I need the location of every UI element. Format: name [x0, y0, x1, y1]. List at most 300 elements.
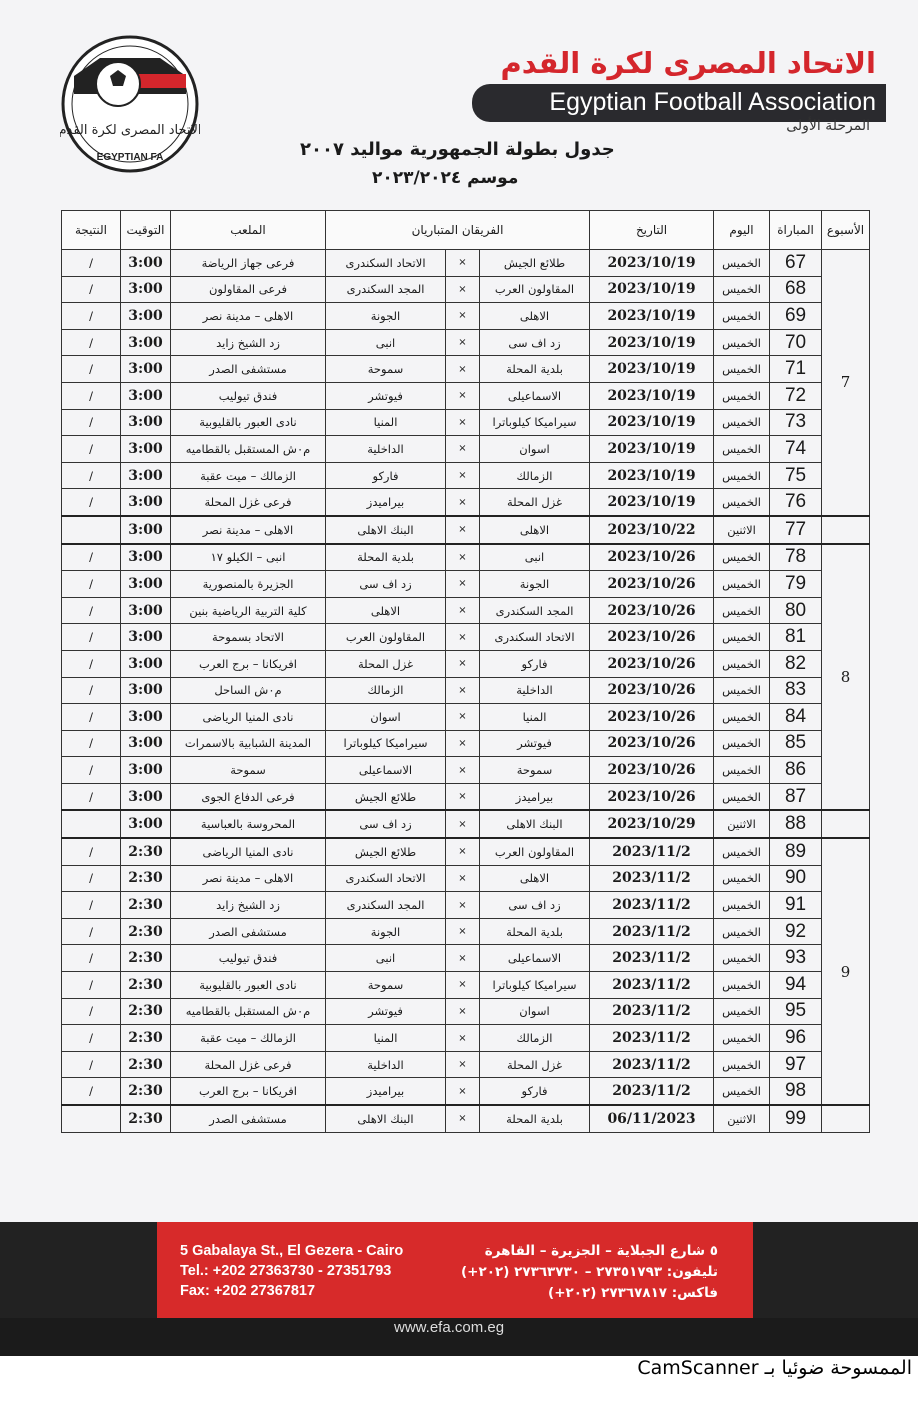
table-row: [62, 972, 870, 999]
cell-team-home: البنك الاهلى: [480, 810, 590, 838]
table-row: [62, 677, 870, 704]
cell-team-away: المجد السكندرى: [326, 892, 446, 919]
cell-date: 2023/10/26: [590, 730, 714, 757]
cell-day: الخميس: [714, 276, 770, 303]
cell-vs: ×: [446, 783, 480, 810]
table-row: [62, 544, 870, 571]
cell-time: 2:30: [121, 838, 171, 865]
cell-date: 2023/10/26: [590, 783, 714, 810]
table-row: [62, 650, 870, 677]
cell-match-number: 74: [770, 436, 822, 463]
logo-text-ar: الاتحاد المصرى لكرة القدم: [60, 123, 200, 138]
phase-label: المرحلة الأولى: [786, 118, 870, 134]
footer-website: www.efa.com.eg: [394, 1319, 505, 1336]
cell-match-number: 94: [770, 972, 822, 999]
cell-match-number: 97: [770, 1051, 822, 1078]
cell-vs: ×: [446, 303, 480, 330]
cell-vs: ×: [446, 329, 480, 356]
cell-result: /: [62, 972, 121, 999]
cell-vs: ×: [446, 677, 480, 704]
cell-time: 3:00: [121, 624, 171, 651]
cell-stadium: زد الشيخ زايد: [171, 892, 326, 919]
cell-stadium: نادى العبور بالقليوبية: [171, 972, 326, 999]
cell-time: 3:00: [121, 730, 171, 757]
cell-day: الخميس: [714, 571, 770, 598]
cell-vs: ×: [446, 516, 480, 544]
table-row: [62, 516, 870, 544]
table-row: [62, 1078, 870, 1105]
cell-result: /: [62, 838, 121, 865]
cell-stadium: الاهلى – مدينة نصر: [171, 516, 326, 544]
cell-team-home: الاهلى: [480, 865, 590, 892]
cell-team-home: فاركو: [480, 650, 590, 677]
cell-result: /: [62, 677, 121, 704]
cell-team-away: الداخلية: [326, 436, 446, 463]
cell-match-number: 67: [770, 250, 822, 277]
cell-match-number: 95: [770, 998, 822, 1025]
cell-team-away: سموحة: [326, 972, 446, 999]
cell-team-away: انبى: [326, 945, 446, 972]
cell-date: 2023/11/2: [590, 1051, 714, 1078]
cell-result: /: [62, 409, 121, 436]
cell-day: الخميس: [714, 650, 770, 677]
cell-stadium: نادى العبور بالقليوبية: [171, 409, 326, 436]
cell-match-number: 96: [770, 1025, 822, 1052]
cell-stadium: نادى المنيا الرياضى: [171, 838, 326, 865]
cell-week: [822, 516, 870, 544]
cell-vs: ×: [446, 945, 480, 972]
cell-time: 3:00: [121, 757, 171, 784]
schedule-table: [61, 210, 870, 1133]
cell-date: 2023/10/26: [590, 571, 714, 598]
cell-team-home: سيراميكا كيلوباترا: [480, 972, 590, 999]
table-row: [62, 489, 870, 516]
cell-match-number: 73: [770, 409, 822, 436]
cell-result: /: [62, 945, 121, 972]
cell-date: 2023/10/26: [590, 544, 714, 571]
col-match: المباراة: [770, 211, 822, 250]
cell-result: /: [62, 1025, 121, 1052]
table-row: [62, 810, 870, 838]
table-row: [62, 436, 870, 463]
cell-stadium: كلية التربية الرياضية بنين: [171, 597, 326, 624]
cell-vs: ×: [446, 544, 480, 571]
cell-date: 2023/10/19: [590, 250, 714, 277]
cell-result: /: [62, 571, 121, 598]
table-row: [62, 783, 870, 810]
cell-match-number: 93: [770, 945, 822, 972]
cell-date: 2023/10/29: [590, 810, 714, 838]
cell-time: 2:30: [121, 1105, 171, 1132]
table-row: [62, 409, 870, 436]
schedule-body: [62, 250, 870, 1133]
table-row: [62, 462, 870, 489]
cell-vs: ×: [446, 972, 480, 999]
cell-team-home: زد اف سى: [480, 892, 590, 919]
cell-day: الخميس: [714, 1051, 770, 1078]
cell-date: 2023/10/26: [590, 677, 714, 704]
cell-date: 2023/11/2: [590, 865, 714, 892]
cell-vs: ×: [446, 865, 480, 892]
footer-fax-en: Fax: +202 27367817: [180, 1283, 316, 1299]
cell-result: /: [62, 704, 121, 731]
cell-vs: ×: [446, 998, 480, 1025]
cell-result: [62, 516, 121, 544]
cell-match-number: 76: [770, 489, 822, 516]
camscanner-note: الممسوحة ضوئيا بـ CamScanner: [637, 1357, 912, 1379]
cell-match-number: 77: [770, 516, 822, 544]
cell-week: [822, 810, 870, 838]
cell-team-home: الجونة: [480, 571, 590, 598]
cell-time: 3:00: [121, 382, 171, 409]
cell-team-away: الاهلى: [326, 597, 446, 624]
cell-time: 3:00: [121, 276, 171, 303]
table-row: [62, 945, 870, 972]
cell-vs: ×: [446, 650, 480, 677]
cell-team-home: زد اف سى: [480, 329, 590, 356]
cell-result: /: [62, 865, 121, 892]
cell-stadium: افريكانا – برج العرب: [171, 650, 326, 677]
cell-team-home: فيوتشر: [480, 730, 590, 757]
cell-team-home: فاركو: [480, 1078, 590, 1105]
cell-date: 06/11/2023: [590, 1105, 714, 1132]
cell-time: 3:00: [121, 329, 171, 356]
cell-team-away: بلدية المحلة: [326, 544, 446, 571]
cell-time: 2:30: [121, 865, 171, 892]
cell-day: الاثنين: [714, 1105, 770, 1132]
cell-team-home: سموحة: [480, 757, 590, 784]
cell-stadium: فرعى الدفاع الجوى: [171, 783, 326, 810]
efa-logo: [60, 34, 200, 174]
cell-team-away: المنيا: [326, 409, 446, 436]
cell-team-away: الاتحاد السكندرى: [326, 865, 446, 892]
cell-match-number: 86: [770, 757, 822, 784]
cell-match-number: 69: [770, 303, 822, 330]
footer-address-en: 5 Gabalaya St., El Gezera - Cairo: [180, 1243, 404, 1259]
cell-vs: ×: [446, 918, 480, 945]
cell-stadium: الزمالك – ميت عقبة: [171, 1025, 326, 1052]
cell-match-number: 75: [770, 462, 822, 489]
cell-result: /: [62, 1051, 121, 1078]
cell-time: 2:30: [121, 1078, 171, 1105]
table-row: [62, 382, 870, 409]
cell-time: 2:30: [121, 918, 171, 945]
cell-day: الخميس: [714, 356, 770, 383]
cell-date: 2023/10/22: [590, 516, 714, 544]
cell-time: 2:30: [121, 892, 171, 919]
table-row: [62, 356, 870, 383]
col-result: النتيجة: [62, 211, 121, 250]
cell-vs: ×: [446, 624, 480, 651]
table-row: [62, 757, 870, 784]
cell-team-away: الداخلية: [326, 1051, 446, 1078]
title-english: Egyptian Football Association: [549, 88, 876, 116]
footer-dark-left: [0, 1222, 157, 1318]
cell-vs: ×: [446, 1105, 480, 1132]
cell-vs: ×: [446, 757, 480, 784]
cell-stadium: م٠ش المستقبل بالقطاميه: [171, 998, 326, 1025]
cell-time: 3:00: [121, 462, 171, 489]
cell-match-number: 88: [770, 810, 822, 838]
cell-match-number: 72: [770, 382, 822, 409]
table-row: [62, 1051, 870, 1078]
table-row: [62, 624, 870, 651]
cell-team-home: طلائع الجيش: [480, 250, 590, 277]
cell-result: /: [62, 730, 121, 757]
cell-date: 2023/10/19: [590, 436, 714, 463]
cell-team-home: غزل المحلة: [480, 489, 590, 516]
cell-team-away: بيراميدز: [326, 1078, 446, 1105]
cell-vs: ×: [446, 704, 480, 731]
cell-date: 2023/10/19: [590, 489, 714, 516]
cell-team-home: الاسماعيلى: [480, 382, 590, 409]
cell-date: 2023/10/19: [590, 409, 714, 436]
table-row: [62, 250, 870, 277]
cell-team-away: المجد السكندرى: [326, 276, 446, 303]
cell-day: الخميس: [714, 677, 770, 704]
cell-match-number: 80: [770, 597, 822, 624]
footer-address-ar: ٥ شارع الجبلاية – الجزيرة – القاهرة: [484, 1243, 718, 1259]
cell-stadium: مستشفى الصدر: [171, 1105, 326, 1132]
cell-date: 2023/11/2: [590, 998, 714, 1025]
cell-day: الاثنين: [714, 516, 770, 544]
cell-team-away: فيوتشر: [326, 382, 446, 409]
cell-date: 2023/11/2: [590, 838, 714, 865]
cell-time: 3:00: [121, 810, 171, 838]
cell-time: 3:00: [121, 489, 171, 516]
cell-stadium: سموحة: [171, 757, 326, 784]
cell-vs: ×: [446, 409, 480, 436]
cell-team-home: اسوان: [480, 436, 590, 463]
cell-day: الخميس: [714, 838, 770, 865]
cell-team-home: انبى: [480, 544, 590, 571]
schedule-subtitle: جدول بطولة الجمهورية مواليد ٢٠٠٧: [300, 139, 615, 160]
cell-stadium: الاهلى – مدينة نصر: [171, 865, 326, 892]
cell-team-home: بيراميدز: [480, 783, 590, 810]
cell-result: /: [62, 382, 121, 409]
cell-day: الخميس: [714, 730, 770, 757]
cell-team-away: فاركو: [326, 462, 446, 489]
cell-result: /: [62, 489, 121, 516]
cell-date: 2023/11/2: [590, 892, 714, 919]
cell-stadium: افريكانا – برج العرب: [171, 1078, 326, 1105]
cell-stadium: الجزيرة بالمنصورية: [171, 571, 326, 598]
cell-match-number: 81: [770, 624, 822, 651]
cell-week: 7: [822, 250, 870, 516]
cell-day: الخميس: [714, 945, 770, 972]
cell-day: الخميس: [714, 865, 770, 892]
cell-vs: ×: [446, 1025, 480, 1052]
cell-vs: ×: [446, 810, 480, 838]
cell-team-home: المقاولون العرب: [480, 276, 590, 303]
cell-team-home: المنيا: [480, 704, 590, 731]
footer-dark-right: [753, 1222, 918, 1318]
cell-result: [62, 1105, 121, 1132]
cell-day: الخميس: [714, 462, 770, 489]
table-row: [62, 597, 870, 624]
cell-team-away: طلائع الجيش: [326, 838, 446, 865]
cell-result: /: [62, 356, 121, 383]
cell-time: 3:00: [121, 516, 171, 544]
cell-stadium: فندق تيوليب: [171, 945, 326, 972]
table-row: [62, 730, 870, 757]
cell-match-number: 79: [770, 571, 822, 598]
cell-week: [822, 1105, 870, 1132]
cell-team-away: الزمالك: [326, 677, 446, 704]
cell-team-away: الجونة: [326, 303, 446, 330]
cell-date: 2023/10/26: [590, 650, 714, 677]
cell-day: الخميس: [714, 382, 770, 409]
cell-team-home: سيراميكا كيلوباترا: [480, 409, 590, 436]
cell-date: 2023/10/19: [590, 329, 714, 356]
cell-match-number: 85: [770, 730, 822, 757]
table-row: [62, 892, 870, 919]
col-teams: الفريقان المتباريان: [326, 211, 590, 250]
cell-stadium: فندق تيوليب: [171, 382, 326, 409]
cell-team-home: الاتحاد السكندرى: [480, 624, 590, 651]
cell-date: 2023/11/2: [590, 972, 714, 999]
cell-date: 2023/10/26: [590, 757, 714, 784]
cell-team-home: الاهلى: [480, 516, 590, 544]
cell-result: /: [62, 783, 121, 810]
cell-result: /: [62, 544, 121, 571]
cell-team-home: المجد السكندرى: [480, 597, 590, 624]
cell-stadium: مستشفى الصدر: [171, 356, 326, 383]
cell-day: الخميس: [714, 998, 770, 1025]
cell-vs: ×: [446, 462, 480, 489]
cell-time: 3:00: [121, 650, 171, 677]
cell-time: 3:00: [121, 409, 171, 436]
cell-result: /: [62, 892, 121, 919]
cell-date: 2023/10/19: [590, 382, 714, 409]
cell-date: 2023/10/19: [590, 356, 714, 383]
cell-date: 2023/10/19: [590, 276, 714, 303]
cell-team-home: الاهلى: [480, 303, 590, 330]
table-row: [62, 838, 870, 865]
cell-date: 2023/10/26: [590, 597, 714, 624]
cell-vs: ×: [446, 436, 480, 463]
cell-team-away: اسوان: [326, 704, 446, 731]
cell-day: الخميس: [714, 918, 770, 945]
logo-text-en: EGYPTIAN FA: [96, 152, 164, 163]
cell-day: الخميس: [714, 489, 770, 516]
cell-team-home: الاسماعيلى: [480, 945, 590, 972]
cell-vs: ×: [446, 276, 480, 303]
cell-match-number: 71: [770, 356, 822, 383]
cell-match-number: 87: [770, 783, 822, 810]
cell-team-away: المنيا: [326, 1025, 446, 1052]
table-row: [62, 865, 870, 892]
cell-team-away: الاتحاد السكندرى: [326, 250, 446, 277]
footer-fax-ar: فاكس: ٢٧٣٦٧٨١٧ (٢٠٢+): [548, 1285, 718, 1301]
cell-time: 3:00: [121, 250, 171, 277]
cell-vs: ×: [446, 356, 480, 383]
cell-team-home: الداخلية: [480, 677, 590, 704]
cell-vs: ×: [446, 838, 480, 865]
table-row: [62, 276, 870, 303]
cell-team-away: البنك الاهلى: [326, 516, 446, 544]
cell-vs: ×: [446, 382, 480, 409]
footer-tel-ar: تليفون: ٢٧٣٥١٧٩٣ – ٢٧٣٦٣٧٣٠ (٢٠٢+): [461, 1264, 718, 1280]
cell-match-number: 98: [770, 1078, 822, 1105]
cell-date: 2023/11/2: [590, 918, 714, 945]
cell-match-number: 89: [770, 838, 822, 865]
cell-team-home: بلدية المحلة: [480, 356, 590, 383]
cell-date: 2023/11/2: [590, 945, 714, 972]
cell-result: /: [62, 303, 121, 330]
title-arabic: الاتحاد المصرى لكرة القدم: [500, 46, 876, 80]
cell-stadium: زد الشيخ زايد: [171, 329, 326, 356]
table-row: [62, 1025, 870, 1052]
cell-team-away: زد اف سى: [326, 810, 446, 838]
table-header-row: [62, 211, 870, 250]
cell-day: الخميس: [714, 544, 770, 571]
cell-match-number: 84: [770, 704, 822, 731]
col-stadium: الملعب: [171, 211, 326, 250]
cell-time: 3:00: [121, 677, 171, 704]
cell-match-number: 92: [770, 918, 822, 945]
cell-vs: ×: [446, 1051, 480, 1078]
col-day: اليوم: [714, 211, 770, 250]
cell-time: 3:00: [121, 303, 171, 330]
table-row: [62, 998, 870, 1025]
cell-stadium: المدينة الشبابية بالاسمرات: [171, 730, 326, 757]
table-row: [62, 571, 870, 598]
cell-match-number: 68: [770, 276, 822, 303]
cell-day: الخميس: [714, 783, 770, 810]
cell-team-away: فيوتشر: [326, 998, 446, 1025]
cell-match-number: 82: [770, 650, 822, 677]
col-week: الأسبوع: [822, 211, 870, 250]
table-row: [62, 329, 870, 356]
cell-time: 2:30: [121, 1051, 171, 1078]
cell-stadium: مستشفى الصدر: [171, 918, 326, 945]
cell-vs: ×: [446, 571, 480, 598]
cell-result: /: [62, 918, 121, 945]
cell-team-away: طلائع الجيش: [326, 783, 446, 810]
cell-team-home: اسوان: [480, 998, 590, 1025]
cell-team-home: المقاولون العرب: [480, 838, 590, 865]
cell-day: الاثنين: [714, 810, 770, 838]
cell-match-number: 83: [770, 677, 822, 704]
cell-time: 3:00: [121, 597, 171, 624]
cell-match-number: 90: [770, 865, 822, 892]
cell-week: 9: [822, 838, 870, 1105]
table-row: [62, 303, 870, 330]
cell-vs: ×: [446, 892, 480, 919]
cell-team-away: الجونة: [326, 918, 446, 945]
cell-stadium: فرعى غزل المحلة: [171, 1051, 326, 1078]
cell-result: /: [62, 1078, 121, 1105]
cell-result: [62, 810, 121, 838]
cell-stadium: م٠ش الساحل: [171, 677, 326, 704]
cell-day: الخميس: [714, 757, 770, 784]
season-label: موسم ٢٠٢٣/٢٠٢٤: [372, 168, 519, 188]
cell-date: 2023/10/26: [590, 624, 714, 651]
cell-day: الخميس: [714, 409, 770, 436]
table-row: [62, 1105, 870, 1132]
cell-stadium: فرعى المقاولون: [171, 276, 326, 303]
cell-vs: ×: [446, 489, 480, 516]
col-time: التوقيت: [121, 211, 171, 250]
cell-team-away: سيراميكا كيلوباترا: [326, 730, 446, 757]
cell-vs: ×: [446, 597, 480, 624]
cell-day: الخميس: [714, 892, 770, 919]
cell-result: /: [62, 436, 121, 463]
cell-result: /: [62, 329, 121, 356]
cell-match-number: 78: [770, 544, 822, 571]
cell-stadium: المحروسة بالعباسية: [171, 810, 326, 838]
